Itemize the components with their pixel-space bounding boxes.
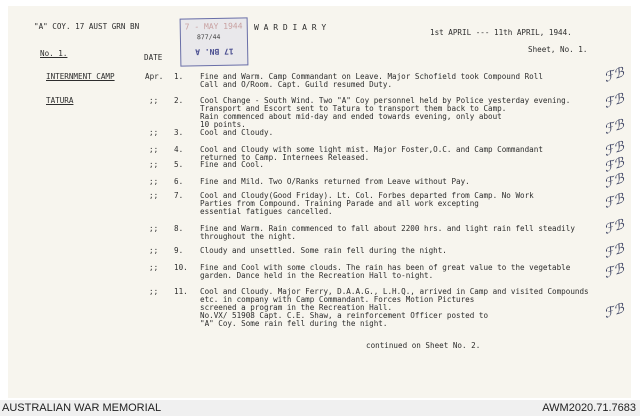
- entry-line: Rain commenced about mid-day and ended towards evening, only about: [200, 112, 502, 121]
- entry-day: 3.: [174, 128, 184, 137]
- handwritten-initials: ℱℬ: [602, 65, 627, 86]
- entry-line: Cool and Cloudy(Good Friday). Lt. Col. Forbes departed from Camp. No Work: [200, 191, 534, 200]
- handwritten-initials: ℱℬ: [602, 155, 627, 176]
- entry-line: Fine and Warm. Rain commenced to fall about 2200 hrs. and light rain fell steadily: [200, 224, 575, 233]
- stamp-reference: 877/44: [196, 32, 221, 42]
- continued-note: continued on Sheet No. 2.: [366, 341, 481, 350]
- entry-day: 1.: [174, 72, 184, 81]
- handwritten-initials: ℱℬ: [602, 261, 627, 282]
- entry-day: 4.: [174, 145, 184, 154]
- footer-institution: AUSTRALIAN WAR MEMORIAL: [2, 402, 162, 414]
- entry-line: Cool and Cloudy with some light mist. Major Foster,O.C. and Camp Commandant: [200, 145, 543, 154]
- date-ditto: ;;: [149, 224, 159, 233]
- entry-line: Fine and Mild. Two O/Ranks returned from Leave without Pay.: [200, 177, 470, 186]
- diary-period: 1st APRIL --- 11th APRIL, 1944.: [430, 28, 572, 37]
- entry-day: 2.: [174, 96, 184, 105]
- entry-line: essential fatigues cancelled.: [200, 207, 333, 216]
- handwritten-initials: ℱℬ: [602, 139, 627, 160]
- date-ditto: ;;: [149, 246, 159, 255]
- date-ditto: ;;: [149, 191, 159, 200]
- entry-line: "A" Coy. Some rain fell during the night.: [200, 319, 388, 328]
- stamp-unit: 17 BN. A: [195, 46, 234, 57]
- entry-day: 6.: [174, 177, 184, 186]
- place-internment-camp: INTERNMENT CAMP: [46, 72, 115, 81]
- entry-day: 8.: [174, 224, 184, 233]
- entry-line: Parties from Compound. Training Parade and all work excepting: [200, 199, 479, 208]
- entry-line: Cool Change - South Wind. Two "A" Coy personnel held by Police yesterday evening.: [200, 96, 571, 105]
- entry-line: Call and O/Room. Capt. Guild resumed Duty.: [200, 80, 393, 89]
- diary-title: W A R D I A R Y: [254, 23, 327, 32]
- entry-line: Cloudy and unsettled. Some rain fell during the night.: [200, 246, 447, 255]
- unit-heading: "A" COY. 17 AUST GRN BN: [34, 22, 140, 31]
- date-ditto: ;;: [149, 287, 159, 296]
- entry-line: No.VX/ 51908 Capt. C.E. Shaw, a reinforcement Officer posted to: [200, 311, 489, 320]
- footer-bar: [0, 400, 640, 416]
- entry-day: 11.: [174, 287, 188, 296]
- date-ditto: ;;: [149, 96, 159, 105]
- handwritten-initials: ℱℬ: [602, 171, 627, 192]
- date-column-header: DATE: [144, 53, 163, 62]
- entry-day: 10.: [174, 263, 188, 272]
- handwritten-initials: ℱℬ: [602, 191, 627, 212]
- handwritten-initials: ℱℬ: [602, 301, 627, 322]
- handwritten-initials: ℱℬ: [602, 217, 627, 238]
- entry-line: Transport and Escort sent to Tatura to transport them back to Camp.: [200, 104, 507, 113]
- entry-line: throughout the night.: [200, 232, 297, 241]
- place-tatura: TATURA: [46, 96, 74, 105]
- diary-sheet: [8, 6, 631, 398]
- handwritten-initials: ℱℬ: [602, 91, 627, 112]
- sheet-number: Sheet, No. 1.: [528, 45, 588, 54]
- entry-line: etc. in company with Camp Commandant. Forces Motion Pictures: [200, 295, 475, 304]
- entry-line: returned to Camp. Internees Released.: [200, 153, 370, 162]
- date-ditto: ;;: [149, 263, 159, 272]
- date-ditto: ;;: [149, 160, 159, 169]
- entry-line: Cool and Cloudy. Major Ferry, D.A.A.G., L.H.Q., arrived in Camp and visited Compounds: [200, 287, 589, 296]
- entry-day: 5.: [174, 160, 184, 169]
- date-ditto: ;;: [149, 145, 159, 154]
- entry-line: Fine and Cool with some clouds. The rain has been of great value to the vegetable: [200, 263, 571, 272]
- diary-number: No. 1.: [40, 49, 68, 58]
- month-label: Apr.: [145, 72, 164, 81]
- stamp-date: 7 - MAY 1944: [184, 21, 243, 32]
- footer-accession-number: AWM2020.71.7683: [542, 402, 636, 414]
- entry-line: Fine and Warm. Camp Commandant on Leave. Major Schofield took Compound Roll: [200, 72, 543, 81]
- entry-line: 10 points.: [200, 120, 246, 129]
- handwritten-initials: ℱℬ: [602, 241, 627, 262]
- received-stamp: [180, 17, 249, 66]
- entry-day: 9.: [174, 246, 184, 255]
- entry-line: garden. Dance held in the Recreation Hall to-night.: [200, 271, 434, 280]
- date-ditto: ;;: [149, 177, 159, 186]
- entry-line: screened a program in the Recreation Hall.: [200, 303, 393, 312]
- entry-line: Cool and Cloudy.: [200, 128, 274, 137]
- entry-line: Fine and Cool.: [200, 160, 265, 169]
- handwritten-initials: ℱℬ: [602, 117, 627, 138]
- entry-day: 7.: [174, 191, 184, 200]
- date-ditto: ;;: [149, 128, 159, 137]
